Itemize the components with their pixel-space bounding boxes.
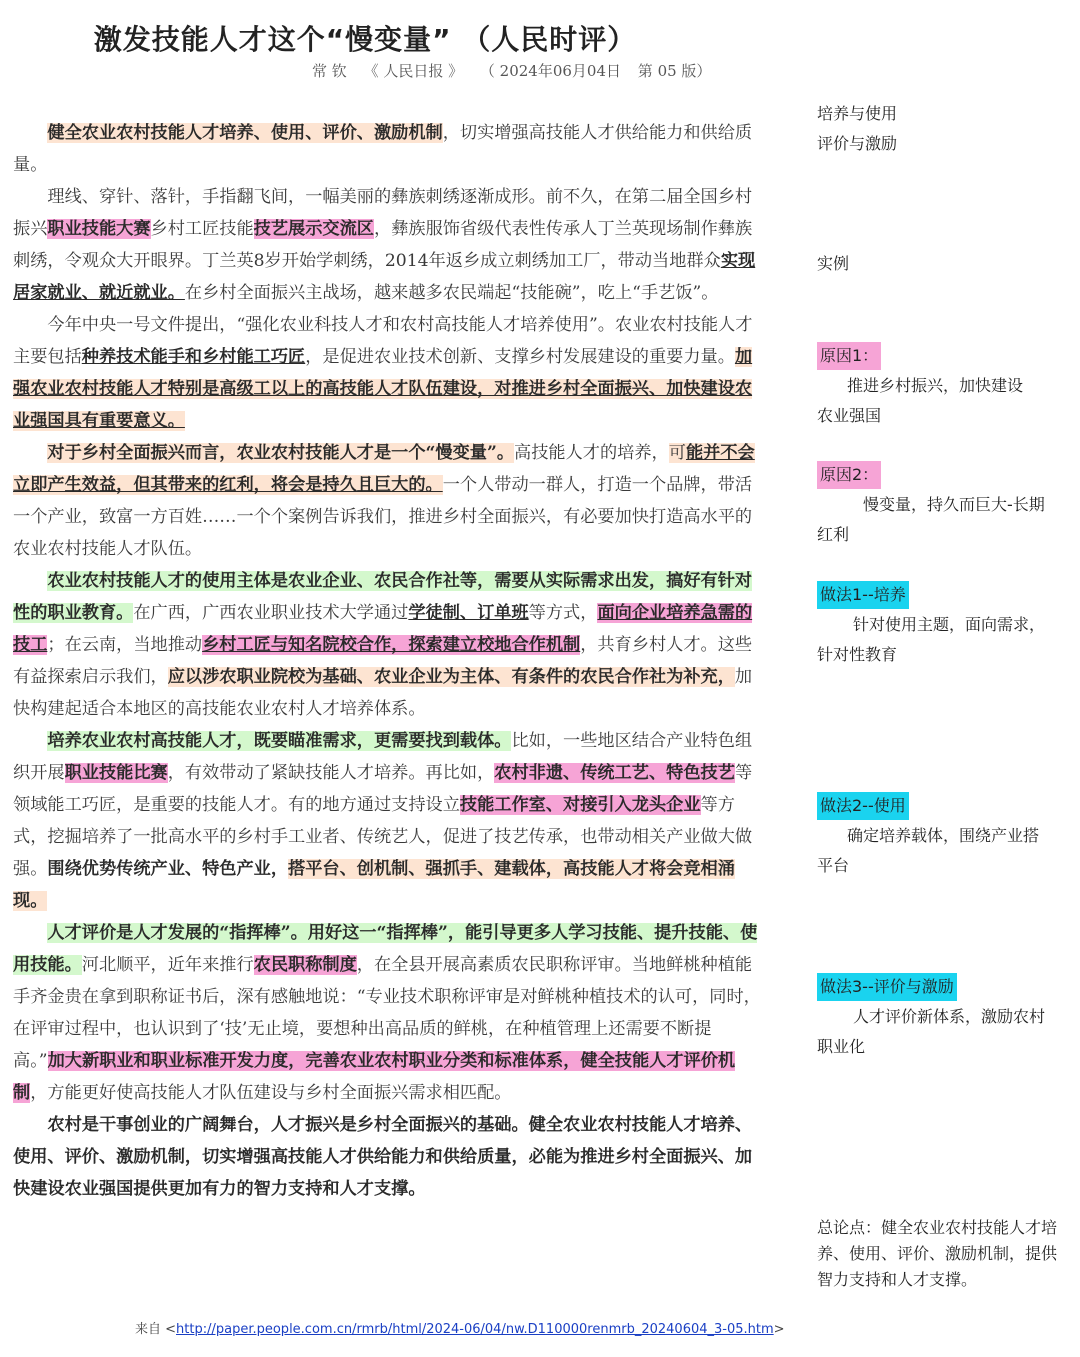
highlight-reason: 加强农业农村技能人才特别是高级工以上的高技能人才队伍建设，对推进乡村全面振兴、加快建设农业强国具有重要意义。 <box>13 347 753 431</box>
highlight-method: 培养农业农村高技能人才，既要瞄准需求，更需要找到载体。 <box>47 731 512 751</box>
underlined-text: 学徒制、订单班 <box>408 603 529 623</box>
text: ，在全县开展高素质农民职称评审。当地鲜桃种植能手齐金贵在拿到职称证书后，深有感触地说：“专业技术职称评审是对鲜桃种植技术的认可，同时，在评审过程中，也认识到了‘技’无止境，要想种出高品质的鲜桃，在种植管理上还需要不断提高。” <box>13 955 761 1071</box>
author: 常 钦 <box>312 62 347 80</box>
bold-text: 围绕优势传统产业、特色产业， <box>47 859 289 879</box>
text: 乡村工匠技能 <box>150 219 254 239</box>
paragraph-8 <box>13 1109 761 1205</box>
note-text: 人才评价新体系，激励农村 <box>853 1007 1046 1026</box>
highlight-method: 农业农村技能人才的使用主体是农业企业、农民合作社等，需要从实际需求出发，搞好有针对性的职业教育。 <box>13 571 753 623</box>
article-title: 激发技能人才这个“慢变量” （人民时评） <box>93 23 637 56</box>
note-summary <box>817 1215 1067 1293</box>
highlight-reason: 能并不会立即产生效益，但其带来的红利，将会是持久且巨大的。 <box>13 443 755 495</box>
note-text: 针对性教育 <box>817 645 898 664</box>
text: 等方式，挖掘培养了一批高水平的乡村手工业者、传统艺人，促进了技艺传承，也带动相关产业做大做强。 <box>13 795 753 879</box>
note-3 <box>817 341 1067 431</box>
source-line <box>135 1318 785 1337</box>
highlight-thesis: 健全农业农村技能人才培养、使用、评价、激励机制 <box>47 123 443 143</box>
text: ，共育乡村人才。这些有益探索启示我们， <box>13 635 753 687</box>
source-suffix: > <box>773 1322 785 1337</box>
highlight-keyword: 面向企业培养急需的技工 <box>13 603 753 655</box>
note-1 <box>817 99 1067 159</box>
paragraph-6 <box>13 725 761 917</box>
text: ，是促进农业技术创新、支撑乡村发展建设的重要力量。 <box>305 347 735 367</box>
highlight-keyword: 加大新职业和职业标准开发力度，完善农业农村职业分类和标准体系，健全技能人才评价机制 <box>13 1051 736 1103</box>
source-link[interactable]: http://paper.people.com.cn/rmrb/html/2024-06/04/nw.D110000renmrb_20240604_3-05.htm <box>176 1322 774 1337</box>
highlight-keyword: 职业技能比赛 <box>64 763 168 783</box>
text: 等方式， <box>528 603 598 623</box>
paragraph-5 <box>13 565 761 725</box>
note-tag: 做法2--使用 <box>817 792 909 820</box>
note-text: 推进乡村振兴，加快建设 <box>847 376 1024 395</box>
highlight-keyword: 农民职称制度 <box>253 955 357 975</box>
page-number: 第 05 版） <box>637 62 712 80</box>
note-tag: 原因1： <box>817 342 881 370</box>
paragraph-2 <box>13 181 761 309</box>
text: 一个人带动一群人，打造一个品牌，带活一个产业，致富一方百姓……一个个案例告诉我们，推进乡村全面振兴，有必要加快打造高水平的农业农村技能人才队伍。 <box>13 475 753 559</box>
source-prefix: 来自 < <box>135 1322 177 1337</box>
text: 理线、穿针、落针，手指翻飞间，一幅美丽的彝族刺绣逐渐成形。前不久，在第二届全国乡村振兴 <box>13 187 753 239</box>
note-4 <box>817 460 1067 550</box>
text: 在乡村全面振兴主战场，越来越多农民端起“技能碗”，吃上“手艺饭”。 <box>184 283 719 303</box>
article-body <box>13 117 761 1205</box>
highlight-keyword: 技能工作室、对接引入龙头企业 <box>459 795 701 815</box>
text: 高技能人才的培养， <box>514 443 669 463</box>
text: 今年中央一号文件提出，“强化农业科技人才和农村高技能人才培养使用”。农业农村技能人才主要包括 <box>13 315 753 367</box>
note-text: 总论点：健全农业农村技能人才培养、使用、评价、激励机制，提供智力支持和人才支撑。 <box>817 1218 1058 1289</box>
highlight-method: 人才评价是人才发展的“指挥棒”。用好这一“指挥棒”，能引导更多人学习技能、提升技能、使用技能。 <box>13 923 758 975</box>
paragraph-3 <box>13 309 761 437</box>
highlight-keyword: 乡村工匠与知名院校合作，探索建立校地合作机制 <box>202 635 581 655</box>
paragraph-4 <box>13 437 761 565</box>
highlight-text: 搭平台、创机制、强抓手、建载体，高技能人才将会竞相涌现。 <box>13 859 735 911</box>
note-text: 职业化 <box>817 1037 866 1056</box>
paragraph-7 <box>13 917 761 1109</box>
text: ；在云南，当地推动 <box>47 635 203 655</box>
highlight-reason: 对于乡村全面振兴而言，农业农村技能人才是一个“慢变量”。 <box>47 443 515 463</box>
publish-date: （ 2024年06月04日 <box>479 62 622 80</box>
note-text: 确定培养载体，围绕产业搭 <box>847 826 1040 845</box>
note-text: 红利 <box>817 525 850 544</box>
note-tag: 做法3--评价与激励 <box>817 973 957 1001</box>
note-tag: 原因2： <box>817 461 881 489</box>
note-text: 农业强国 <box>817 406 882 425</box>
note-5 <box>817 580 1067 670</box>
text: 加快构建起适合本地区的高技能农业农村人才培养体系。 <box>13 667 753 719</box>
text: ，方能更好使高技能人才队伍建设与乡村全面振兴需求相匹配。 <box>30 1083 512 1103</box>
text: 在广西，广西农业职业技术大学通过 <box>133 603 409 623</box>
note-2 <box>817 249 1067 279</box>
note-text: 慢变量，持久而巨大-长期 <box>863 495 1045 514</box>
text: 比如，一些地区结合产业特色组织开展 <box>13 731 753 783</box>
paper-name: 《 人民日报 》 <box>363 62 464 80</box>
note-tag: 做法1--培养 <box>817 581 909 609</box>
note-7 <box>817 972 1067 1062</box>
highlight-keyword: 技艺展示交流区 <box>253 219 374 239</box>
byline <box>312 60 723 81</box>
highlight-text: 可 <box>668 443 686 463</box>
highlight-keyword: 职业技能大赛 <box>47 219 151 239</box>
highlight-keyword: 农村非遗、传统工艺、特色技艺 <box>494 763 735 783</box>
paragraph-1 <box>13 117 761 181</box>
text: ，切实增强高技能人才供给能力和供给质量。 <box>13 123 753 175</box>
note-text: 培养与使用 <box>817 104 898 123</box>
underlined-text: 实现居家就业、就近就业。 <box>13 251 756 303</box>
underlined-text: 种养技术能手和乡村能工巧匠 <box>81 347 306 367</box>
text: 等领域能工巧匠，是重要的技能人才。有的地方通过支持设立 <box>13 763 753 815</box>
highlight-text: 应以涉农职业院校为基础、农业企业为主体、有条件的农民合作社为补充， <box>167 667 735 687</box>
text: ，彝族服饰省级代表性传承人丁兰英现场制作彝族刺绣，令观众大开眼界。丁兰英8岁开始学刺绣，2014年返乡成立刺绣加工厂，带动当地群众 <box>13 219 753 271</box>
text: 河北顺平，近年来推行 <box>81 955 254 975</box>
note-text: 平台 <box>817 856 850 875</box>
note-text: 针对使用主题，面向需求， <box>853 615 1046 634</box>
text: ，有效带动了紧缺技能人才培养。再比如， <box>167 763 495 783</box>
note-text: 评价与激励 <box>817 134 898 153</box>
note-text: 实例 <box>817 254 850 273</box>
bold-text: 农村是干事创业的广阔舞台，人才振兴是乡村全面振兴的基础。健全农业农村技能人才培养、使用、评价、激励机制，切实增强高技能人才供给能力和供给质量，必能为推进乡村全面振兴、加快建设农业强国提供更加有力的智力支持和人才支撑。 <box>13 1115 753 1199</box>
note-6 <box>817 791 1067 881</box>
